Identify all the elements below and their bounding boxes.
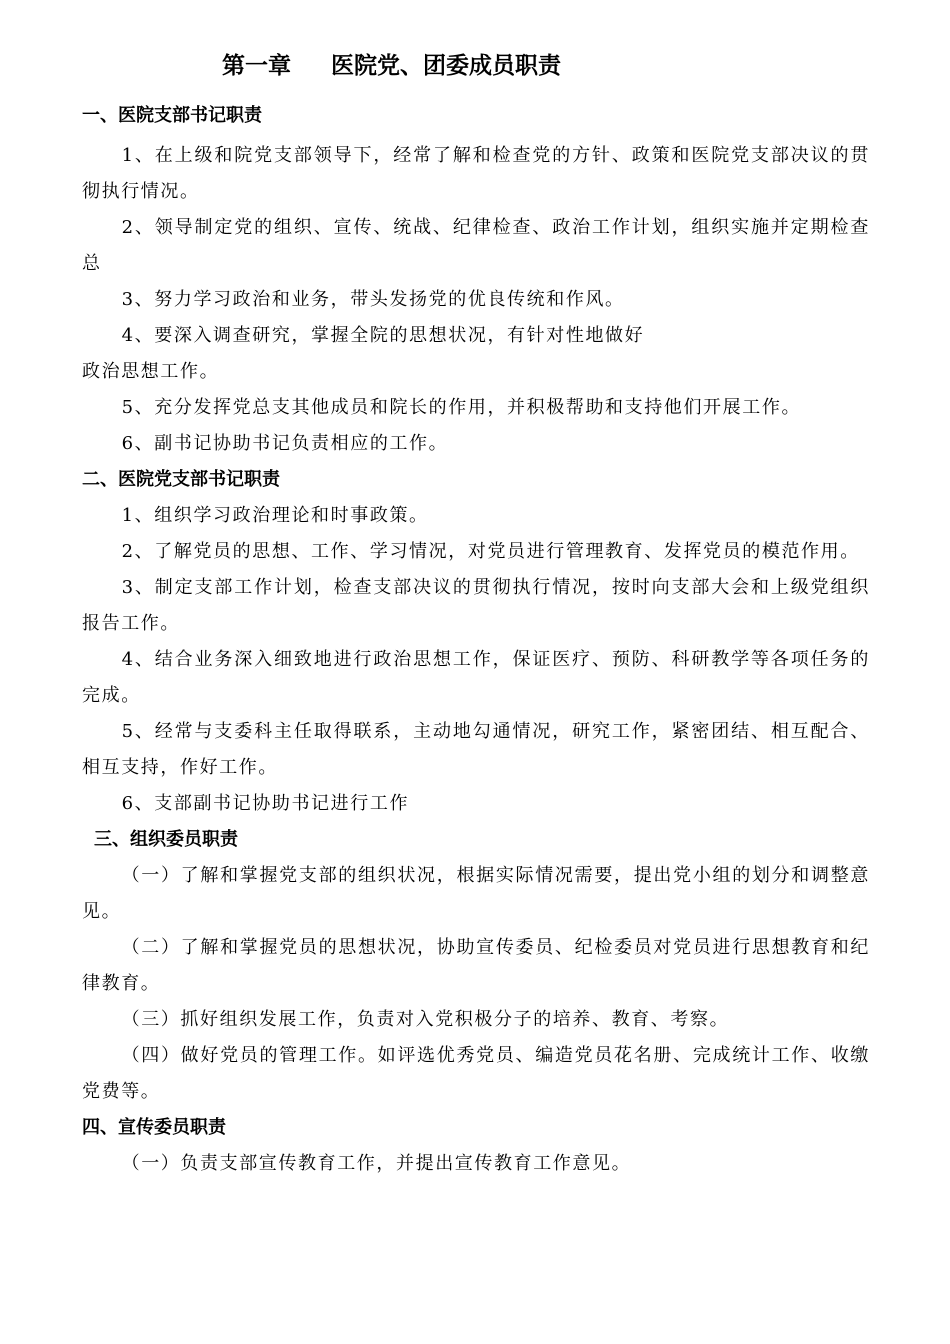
paragraph: 3、制定支部工作计划，检查支部决议的贯彻执行情况，按时向支部大会和上级党组织报告工作。: [82, 577, 870, 634]
paragraph: 4、要深入调查研究，掌握全院的思想状况，有针对性地做好: [121, 325, 645, 346]
paragraph: 2、领导制定党的组织、宣传、统战、纪律检查、政治工作计划，组织实施并定期检查总: [82, 217, 870, 274]
section-heading: 三、组织委员职责: [94, 829, 238, 850]
section-heading: 一、医院支部书记职责: [82, 105, 262, 126]
paragraph: 4、结合业务深入细致地进行政治思想工作，保证医疗、预防、科研教学等各项任务的完成。: [82, 649, 870, 706]
paragraph: 3、努力学习政治和业务，带头发扬党的优良传统和作风。: [121, 289, 625, 310]
paragraph: 1、在上级和院党支部领导下，经常了解和检查党的方针、政策和医院党支部决议的贯彻执行情况。: [82, 145, 870, 202]
paragraph: 6、支部副书记协助书记进行工作: [121, 793, 410, 814]
section-heading: 四、宣传委员职责: [82, 1117, 226, 1138]
section-4: [82, 1110, 870, 1182]
chapter-title: 第一章 医院党、团委成员职责: [222, 53, 562, 79]
paragraph: （三）抓好组织发展工作，负责对入党积极分子的培养、教育、考察。: [121, 1009, 730, 1030]
paragraph: （二）了解和掌握党员的思想状况，协助宣传委员、纪检委员对党员进行思想教育和纪律教育。: [82, 937, 870, 994]
paragraph: 5、经常与支委科主任取得联系，主动地勾通情况，研究工作，紧密团结、相互配合、相互支持，作好工作。: [82, 721, 870, 778]
paragraph: 2、了解党员的思想、工作、学习情况，对党员进行管理教育、发挥党员的模范作用。: [121, 541, 860, 562]
section-1: [82, 98, 870, 462]
paragraph: 6、副书记协助书记负责相应的工作。: [121, 433, 449, 454]
paragraph-continuation: 政治思想工作。: [82, 361, 220, 382]
section-heading: 二、医院党支部书记职责: [82, 469, 280, 490]
paragraph: （一）负责支部宣传教育工作，并提出宣传教育工作意见。: [121, 1153, 632, 1174]
paragraph: （一）了解和掌握党支部的组织状况，根据实际情况需要，提出党小组的划分和调整意见。: [82, 865, 870, 922]
paragraph: （四）做好党员的管理工作。如评选优秀党员、编造党员花名册、完成统计工作、收缴党费等。: [82, 1045, 870, 1102]
section-2: [82, 462, 870, 822]
document-page: [82, 48, 870, 1182]
section-3: [82, 822, 870, 1110]
paragraph: 1、组织学习政治理论和时事政策。: [121, 505, 429, 526]
paragraph: 5、充分发挥党总支其他成员和院长的作用，并积极帮助和支持他们开展工作。: [121, 397, 802, 418]
